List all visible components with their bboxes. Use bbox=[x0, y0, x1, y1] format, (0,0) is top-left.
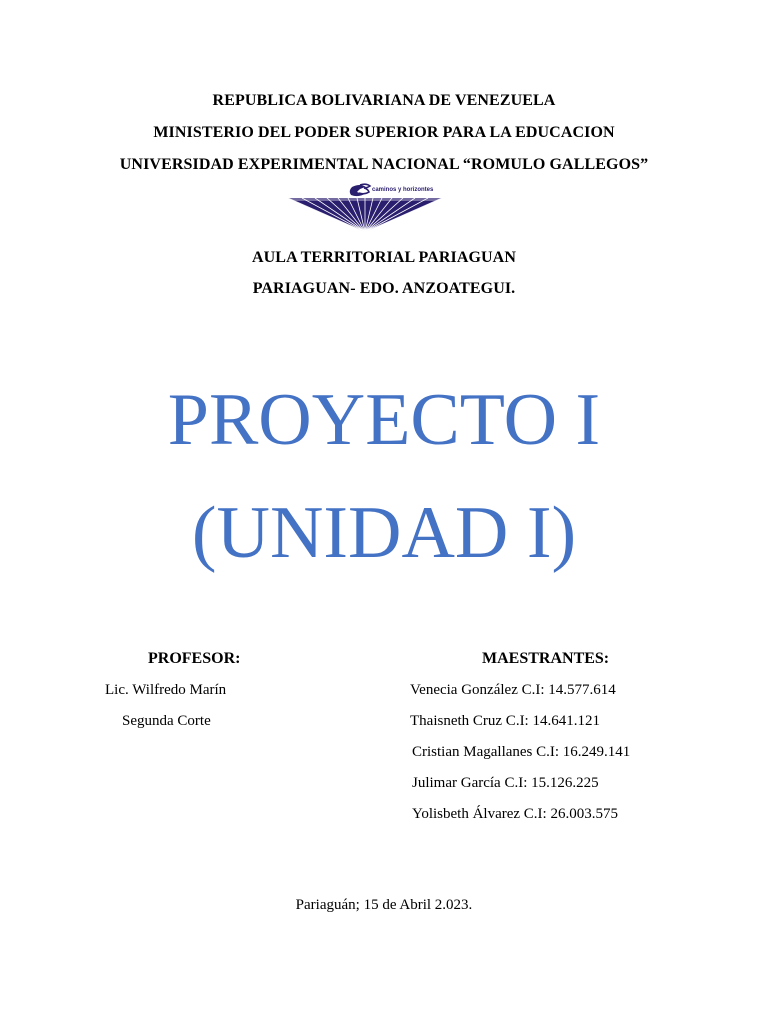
document-subtitle: (UNIDAD I) bbox=[191, 492, 577, 574]
document-title: PROYECTO I bbox=[167, 379, 601, 461]
maestrante-item: Yolisbeth Álvarez C.I: 26.003.575 bbox=[412, 806, 618, 822]
maestrantes-heading: MAESTRANTES: bbox=[482, 650, 610, 667]
logo-emblem-rs bbox=[350, 184, 370, 196]
document-date: Pariaguán; 15 de Abril 2.023. bbox=[295, 897, 473, 913]
logo-fan-graphic bbox=[288, 198, 442, 232]
maestrante-item: Cristian Magallanes C.I: 16.249.141 bbox=[412, 744, 631, 760]
logo-text: caminos y horizontes bbox=[372, 187, 434, 193]
header-university: UNIVERSIDAD EXPERIMENTAL NACIONAL “ROMULO GALLEGOS” bbox=[119, 156, 649, 173]
profesor-name: Lic. Wilfredo Marín bbox=[105, 682, 227, 698]
maestrante-item: Julimar García C.I: 15.126.225 bbox=[412, 775, 599, 791]
profesor-heading: PROFESOR: bbox=[148, 650, 241, 667]
maestrante-item: Thaisneth Cruz C.I: 14.641.121 bbox=[410, 713, 600, 729]
university-logo bbox=[288, 182, 442, 234]
profesor-role: Segunda Corte bbox=[122, 713, 211, 729]
location-state: PARIAGUAN- EDO. ANZOATEGUI. bbox=[252, 280, 516, 297]
header-republic: REPUBLICA BOLIVARIANA DE VENEZUELA bbox=[212, 92, 556, 109]
header-ministry: MINISTERIO DEL PODER SUPERIOR PARA LA EDUCACION bbox=[153, 124, 615, 141]
maestrante-item: Venecia González C.I: 14.577.614 bbox=[410, 682, 616, 698]
location-aula: AULA TERRITORIAL PARIAGUAN bbox=[252, 249, 516, 266]
